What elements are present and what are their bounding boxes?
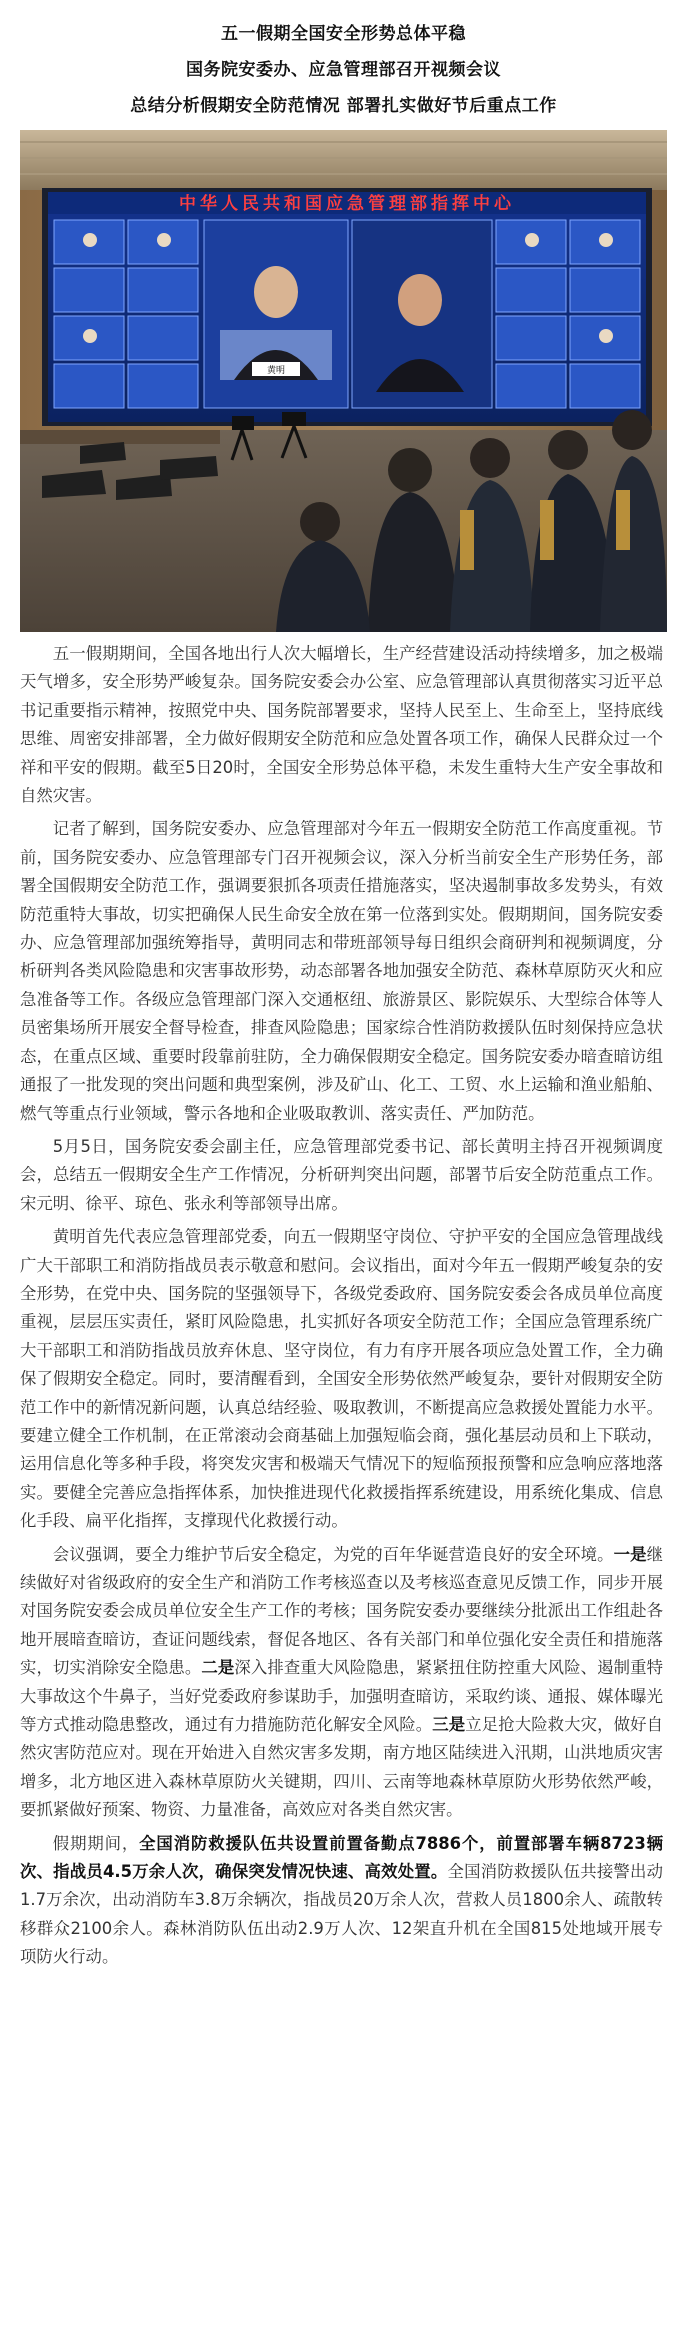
article-title-block bbox=[0, 0, 687, 119]
article-paragraph bbox=[20, 1133, 663, 1218]
paragraph-text: 会议强调，要全力维护节后安全稳定，为党的百年华诞营造良好的安全环境。 bbox=[52, 1544, 614, 1564]
emphasis-text: 三是 bbox=[432, 1715, 466, 1735]
emphasis-text: 二是 bbox=[201, 1658, 235, 1678]
paragraph-text: 全国消防救援队伍共接警出动1.7万余次，出动消防车3.8万余辆次，指战员20万余人次，营救人员1800余人、疏散转移群众2100余人。森林消防队伍出动2.9万人次、12架直升机在全国815处地域开展专项防火行动。 bbox=[20, 1862, 663, 1967]
article-paragraph bbox=[20, 1830, 663, 1972]
paragraph-text: 5月5日，国务院安委会副主任，应急管理部党委书记、部长黄明主持召开视频调度会，总结五一假期安全生产工作情况，分析研判突出问题，部署节后安全防范重点工作。宋元明、徐平、琼色、张永利等部领导出席。 bbox=[20, 1136, 663, 1213]
command-center-banner: 中华人民共和国应急管理部指挥中心 bbox=[179, 194, 515, 214]
article-title: 五一假期全国安全形势总体平稳 bbox=[221, 24, 466, 44]
article-paragraph bbox=[20, 640, 663, 810]
article-paragraph bbox=[20, 815, 663, 1127]
article-subtitle-secondary: 总结分析假期安全防范情况 部署扎实做好节后重点工作 bbox=[130, 96, 557, 116]
paragraph-text: 五一假期期间，全国各地出行人次大幅增长，生产经营建设活动持续增多，加之极端天气增多，安全形势严峻复杂。国务院安委会办公室、应急管理部认真贯彻落实习近平总书记重要指示精神，按照党中央、国务院部署要求，坚持人民至上、生命至上，坚持底线思维、周密安排部署，全力做好假期安全防范和应急处置各项工作，确保人民群众过一个祥和平安的假期。截至5日20时，全国安全形势总体平稳，未发生重特大生产安全事故和自然灾害。 bbox=[20, 644, 663, 806]
paragraph-text: 黄明首先代表应急管理部党委，向五一假期坚守岗位、守护平安的全国应急管理战线广大干部职工和消防指战员表示敬意和慰问。会议指出，面对今年五一假期严峻复杂的安全形势，在党中央、国务院的坚强领导下，各级党委政府、国务院安委会各成员单位高度重视，层层压实责任，紧盯风险隐患，扎实抓好各项安全防范工作；全国应急管理系统广大干部职工和消防指战员放弃休息、坚守岗位，有力有序开展各项应急处置工作，全力确保了假期安全稳定。同时，要清醒看到，全国安全形势依然严峻复杂，要针对假期安全防范工作中的新情况新问题，认真总结经验、吸取教训，不断提高应急救援处置能力水平。要建立健全工作机制，在正常滚动会商基础上加强短临会商，强化基层动员和上下联动，运用信息化等多种手段，将突发灾害和极端天气情况下的短临预报预警和应急响应落地落实。要健全完善应急指挥体系，加快推进现代化救援指挥系统建设，用系统化集成、信息化手段、扁平化指挥，支撑现代化救援行动。 bbox=[20, 1227, 663, 1531]
emphasis-text: 一是 bbox=[613, 1544, 647, 1564]
paragraph-text: 立足抢大险救大灾，做好自然灾害防范应对。现在开始进入自然灾害多发期，南方地区陆续进入汛期，山洪地质灾害增多，北方地区进入森林草原防火关键期，四川、云南等地森林草原防火形势依然严峻，要抓紧做好预案、物资、力量准备，高效应对各类自然灾害。 bbox=[20, 1715, 664, 1820]
nameplate-text: 黄明 bbox=[266, 366, 286, 376]
paragraph-text: 继续做好对省级政府的安全生产和消防工作考核巡查以及考核巡查意见反馈工作，同步开展对国务院安委会成员单位安全生产工作的考核；国务院安委办要继续分批派出工作组赴各地开展暗查暗访，查证问题线索，督促各地区、各有关部门和单位强化安全责任和措施落实，切实消除安全隐患。 bbox=[20, 1544, 664, 1678]
paragraph-text: 假期期间， bbox=[52, 1833, 140, 1853]
article-paragraph bbox=[20, 1541, 663, 1825]
paragraph-text: 记者了解到，国务院安委办、应急管理部对今年五一假期安全防范工作高度重视。节前，国务院安委办、应急管理部专门召开视频会议，深入分析当前安全生产形势任务，部署全国假期安全防范工作，强调要狠抓各项责任措施落实，坚决遏制事故多发势头，有效防范重特大事故，切实把确保人民生命安全放在第一位落到实处。假期期间，国务院安委办、应急管理部加强统筹指导，黄明同志和带班部领导每日组织会商研判和视频调度，分析研判各类风险隐患和灾害事故形势，动态部署各地加强安全防范、森林草原防灭火和应急准备等工作。各级应急管理部门深入交通枢纽、旅游景区、影院娱乐、大型综合体等人员密集场所开展安全督导检查，排查风险隐患；国家综合性消防救援队伍时刻保持应急状态，在重点区域、重要时段靠前驻防，全力确保假期安全稳定。国务院安委办暗查暗访组通报了一批发现的突出问题和典型案例，涉及矿山、化工、工贸、水上运输和渔业船舶、燃气等重点行业领域，警示各地和企业吸取教训、落实责任、严加防范。 bbox=[20, 819, 663, 1123]
article-paragraph bbox=[20, 1223, 663, 1535]
article-body bbox=[20, 640, 663, 1972]
meeting-photo bbox=[20, 130, 667, 632]
paragraph-text: 深入排查重大风险隐患，紧紧扭住防控重大风险、遏制重特大事故这个牛鼻子，当好党委政府参谋助手，加强明查暗访，采取约谈、通报、媒体曝光等方式推动隐患整改，通过有力措施防范化解安全风险。 bbox=[20, 1658, 664, 1735]
article-subtitle: 国务院安委办、应急管理部召开视频会议 bbox=[186, 60, 501, 80]
emphasis-text: 全国消防救援队伍共设置前置备勤点7886个，前置部署车辆8723辆次、指战员4.5万余人次，确保突发情况快速、高效处置。 bbox=[20, 1833, 663, 1882]
